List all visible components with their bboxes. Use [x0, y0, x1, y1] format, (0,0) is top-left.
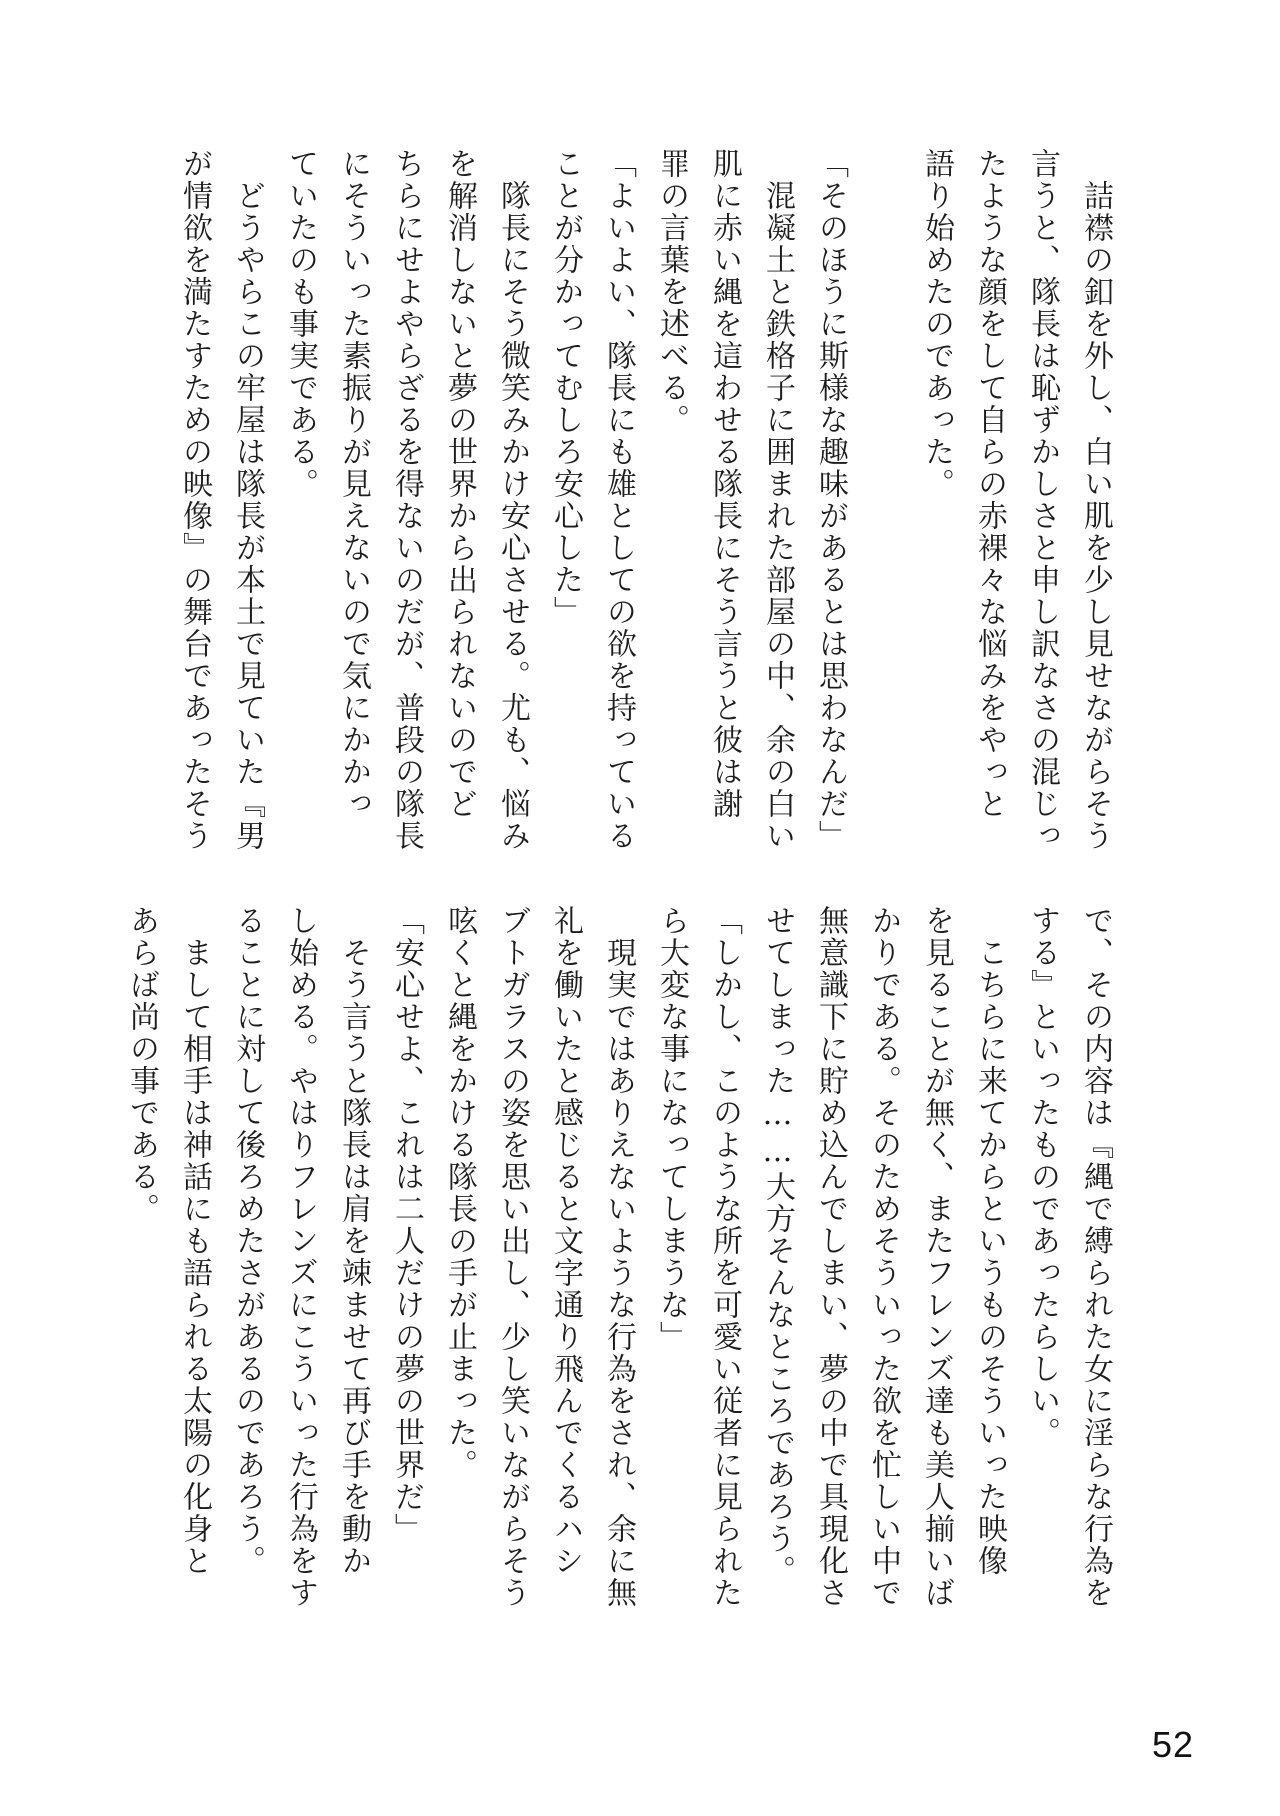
text-column: で、その内容は『縄で縛られた女に淫らな行為を: [1078, 905, 1113, 1609]
text-column: こちらに来てからというものそういった映像: [972, 905, 1007, 1577]
text-column: 呟くと縄をかける隊長の手が止まった。: [442, 905, 477, 1481]
text-column: 無意識下に貯め込んでしまい、夢の中で具現化さ: [813, 905, 848, 1609]
text-column: ることに対して後ろめたさがあるのであろう。: [230, 905, 265, 1577]
text-column: 言うと、隊長は恥ずかしさと申し訳なさの混じっ: [1025, 148, 1060, 852]
text-column: 礼を働いたと感じると文字通り飛んでくるハシ: [548, 905, 583, 1577]
text-column: 「安心せよ、これは二人だけの夢の世界だ」: [389, 905, 424, 1545]
text-column: 肌に赤い縄を這わせる隊長にそう言うと彼は謝: [707, 148, 742, 820]
text-column: [857, 148, 910, 858]
text-column: し始める。やはりフレンズにこういった行為をす: [283, 905, 318, 1609]
text-column: 詰襟の釦を外し、白い肌を少し見せながらそう: [1078, 148, 1113, 852]
text-column: ことが分かってむしろ安心した」: [548, 148, 583, 628]
text-column: 「そのほうに斯様な趣味があるとは思わなんだ」: [813, 148, 848, 852]
text-column: 「よいよい、隊長にも雄としての欲を持っている: [601, 148, 636, 852]
text-column: 語り始めたのであった。: [919, 148, 954, 500]
text-column: ら大変な事になってしまうな」: [654, 905, 689, 1353]
text-column: 罪の言葉を述べる。: [654, 148, 689, 436]
text-column: かりである。そのためそういった欲を忙しい中で: [866, 905, 901, 1609]
text-column: ちらにせよやらざるを得ないのだが、普段の隊長: [389, 148, 424, 852]
text-column: する』といったものであったらしい。: [1025, 905, 1060, 1449]
text-column: たような顔をして自らの赤裸々な悩みをやっと: [972, 148, 1007, 820]
text-column: 混凝土と鉄格子に囲まれた部屋の中、余の白い: [760, 148, 795, 852]
text-column: どうやらこの牢屋は隊長が本土で見ていた『男: [230, 148, 265, 852]
text-column: まして相手は神話にも語られる太陽の化身と: [177, 905, 212, 1577]
page-number: 52: [1151, 1724, 1194, 1765]
text-column: あらば尚の事である。: [124, 905, 159, 1225]
text-column: が情欲を満たすための映像』の舞台であったそう: [177, 148, 212, 852]
text-column: を解消しないと夢の世界から出られないのでど: [442, 148, 477, 820]
text-column: にそういった素振りが見えないので気にかかっ: [336, 148, 371, 820]
text-column: を見ることが無く、またフレンズ達も美人揃いば: [919, 905, 954, 1609]
text-column: 「しかし、このような所を可愛い従者に見られた: [707, 905, 742, 1609]
text-column: せてしまった……大方そんなところであろう。: [760, 905, 795, 1587]
text-column: ていたのも事実である。: [283, 148, 318, 500]
text-column: 現実ではありえないような行為をされ、余に無: [601, 905, 636, 1609]
text-block-bottom: [115, 905, 1122, 1615]
text-column: そう言うと隊長は肩を竦ませて再び手を動か: [336, 905, 371, 1577]
text-column: ブトガラスの姿を思い出し、少し笑いながらそう: [495, 905, 530, 1609]
text-column: 隊長にそう微笑みかけ安心させる。尤も、悩み: [495, 148, 530, 852]
text-block-top: [168, 148, 1122, 858]
